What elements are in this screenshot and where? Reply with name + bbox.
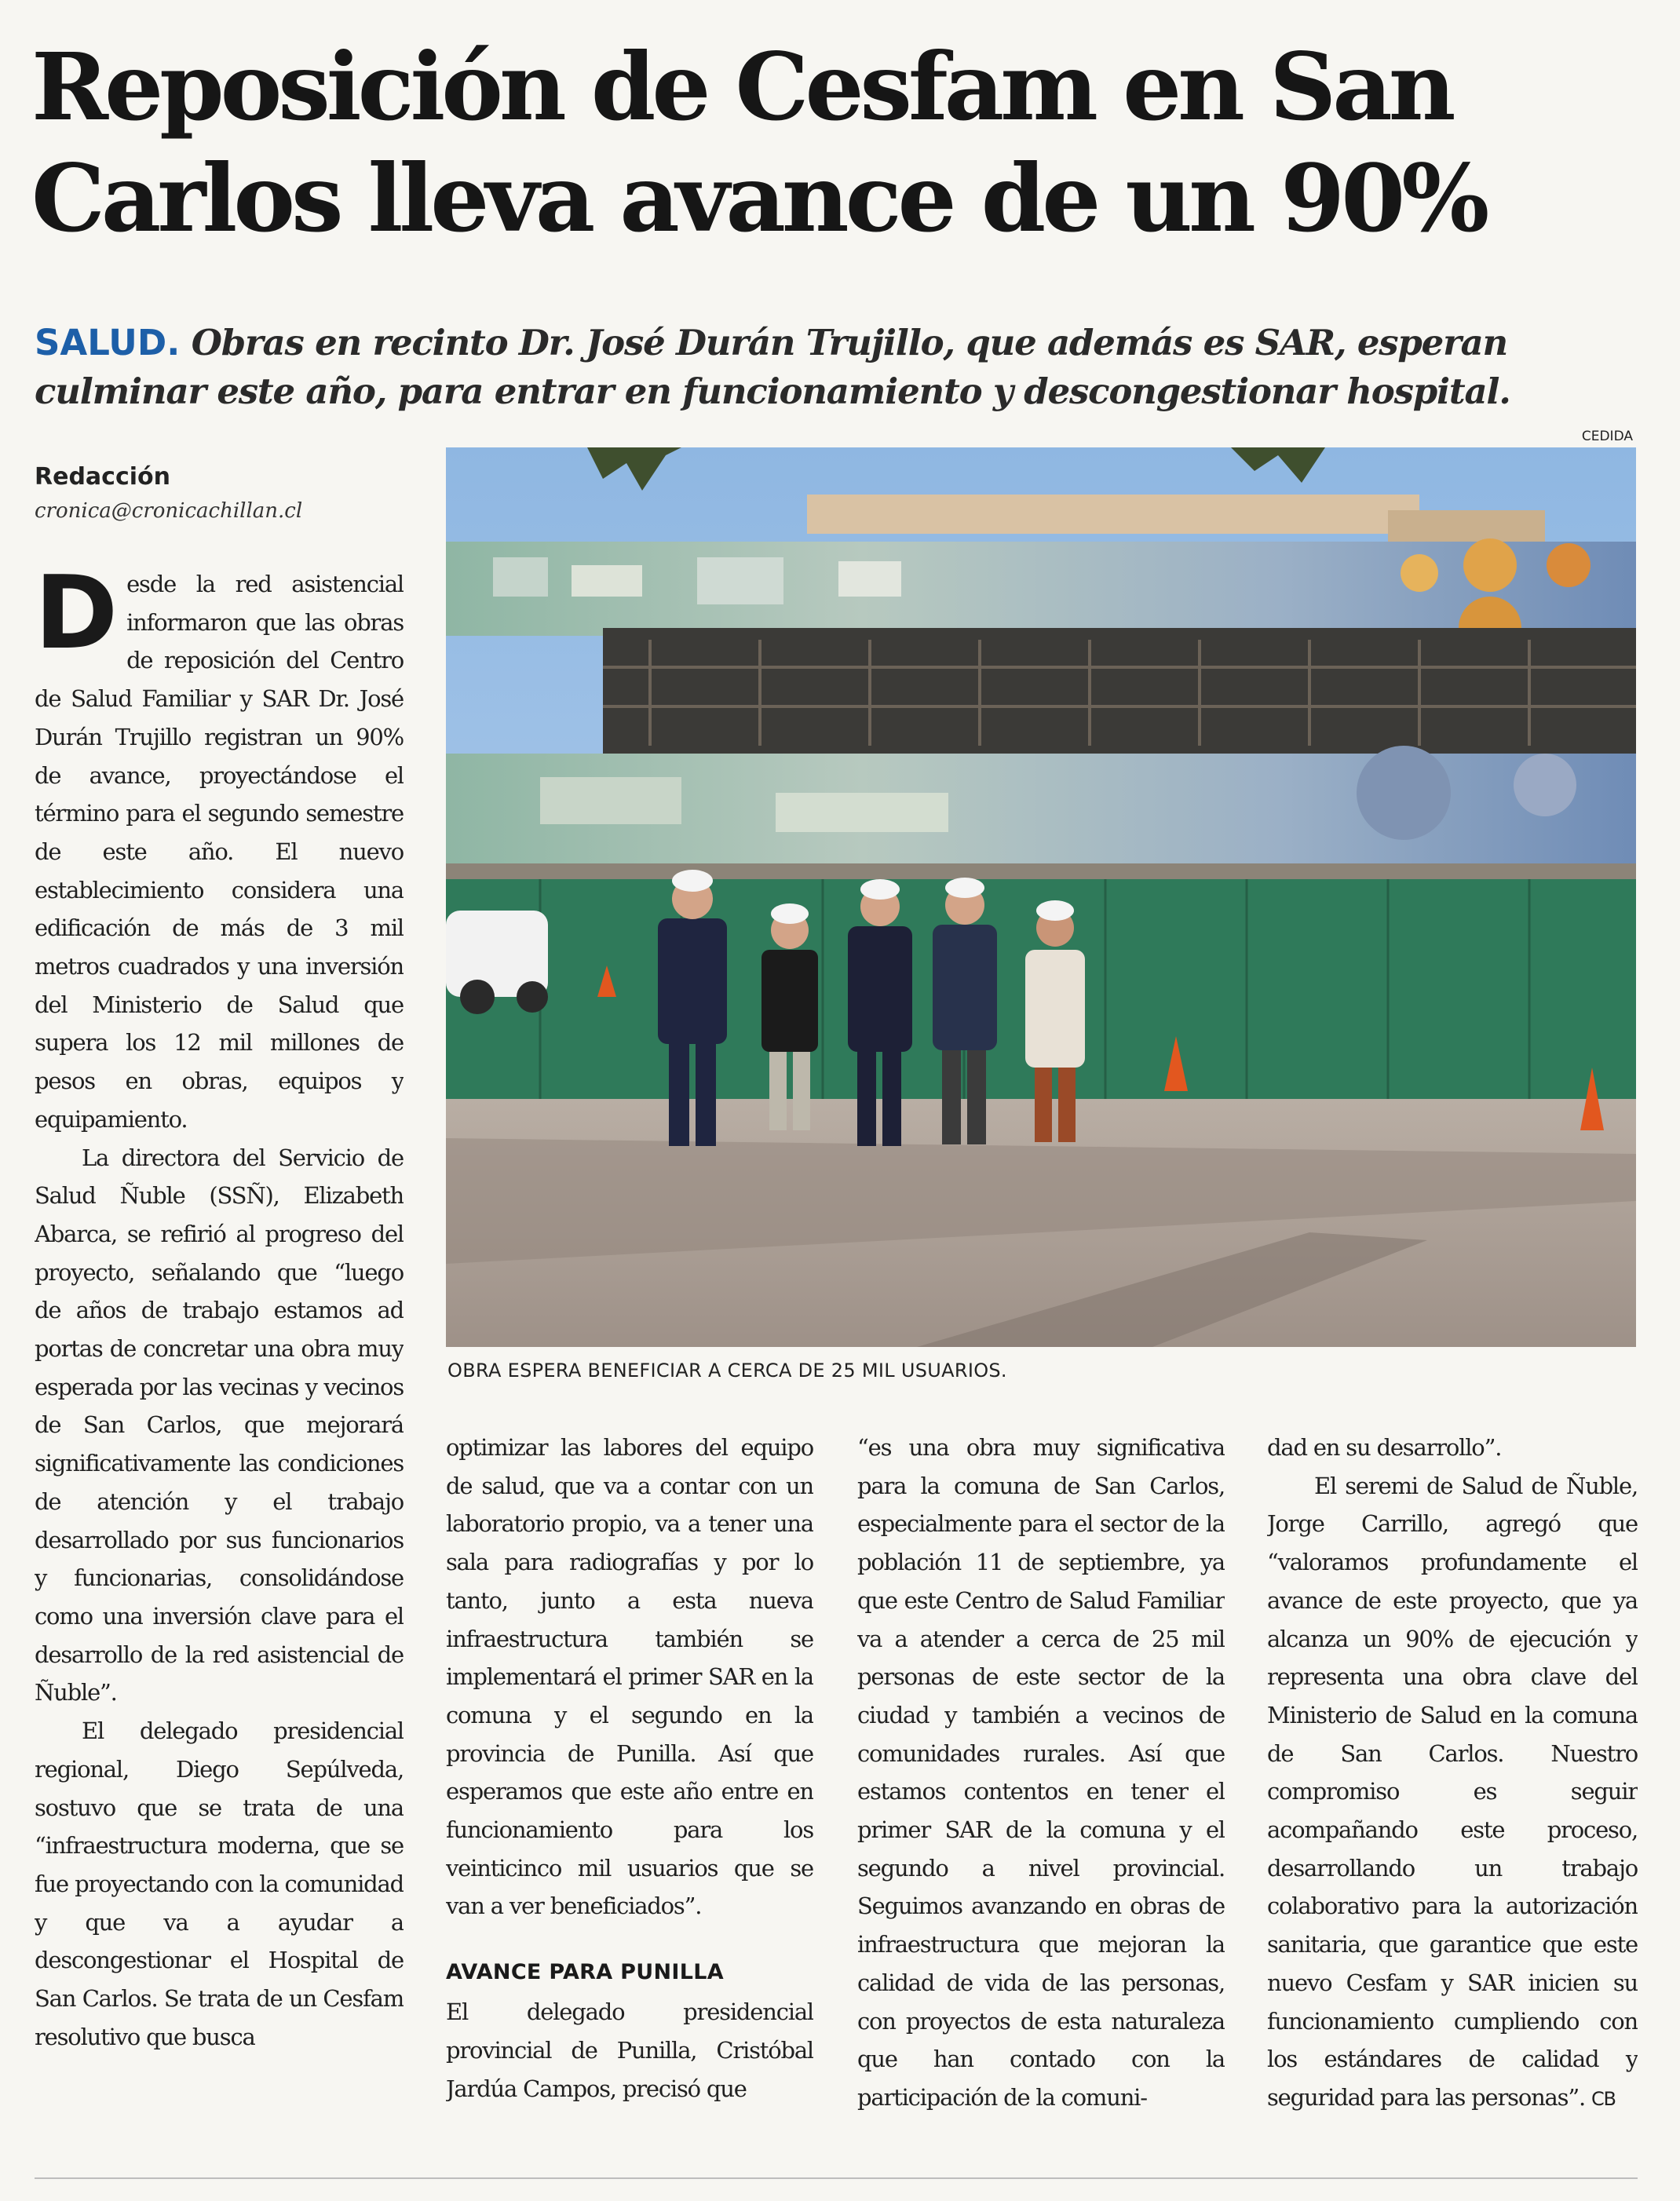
paragraph: El delegado presidencial provincial de Punilla, Cristóbal Jardúa Campos, precisó que [446,1998,813,2102]
photo-credit: CEDIDA [1581,429,1633,444]
column-3 [857,1429,1225,2166]
paragraph: El delegado presidencial regional, Diego Sepúlveda, sostuvo que se trata de una “infraestructura moderna, que se fue proyectando con la comunidad y que va a ayudar a descongestionar el Hospital de San Carlos. Se trata de un Cesfam resolutivo que busca [35,1717,404,2050]
bottom-rule [35,2177,1638,2179]
section-subtitle: AVANCE PARA PUNILLA [446,1960,724,1985]
author-email[interactable]: cronica@cronicachillan.cl [35,499,303,523]
paragraph-text: El seremi de Salud de Ñuble, Jorge Carrillo, agregó que “valoramos profundamente el avance de este proyecto, que ya alcanza un 90% de ejecución y representa una obra clave del Ministerio de Salud en la comuna de San Carlos. Nuestro compromiso es seguir acompañando este proceso, desarrollando un trabajo colaborativo para la autorización sanitaria, que garantice que este nuevo Cesfam y SAR inicien su funcionamiento cumpliendo con los estándares de calidad y seguridad para las personas”. [1267,1472,1638,2111]
paragraph: La directora del Servicio de Salud Ñuble (SSÑ), Elizabeth Abarca, se refirió al progreso del proyecto, señalando que “luego de años de trabajo estamos ad portas de concretar una obra muy esperada por las vecinas y vecinos de San Carlos, que mejorará significativamente las condiciones de atención y el trabajo desarrollado por sus funcionarios y funcionarias, consolidándose como una inversión clave para el desarrollo de la red asistencial de Ñuble”. [35,1144,404,1706]
subhead [35,319,1628,416]
photo-caption: OBRA ESPERA BENEFICIAR A CERCA DE 25 MIL USUARIOS. [447,1360,1007,1382]
drop-cap: D [35,565,118,672]
end-mark: CB [1591,2087,1616,2110]
paragraph: dad en su desarrollo”. [1267,1434,1502,1461]
paragraph [1267,1467,1638,2119]
subhead-text: Obras en recinto Dr. José Durán Trujillo, que además es SAR, esperan culminar este año, para entrar en funcionamiento y descongestionar hospital. [35,322,1510,412]
author: Redacción [35,463,170,491]
paragraph-text: esde la red asistencial informaron que las obras de reposición del Centro de Salud Familiar y SAR Dr. José Durán Trujillo registran un 90% de avance, proyectándose el término para el segundo semestre de este año. El nuevo establecimiento considera una edificación de más de 3 mil metros cuadrados y una inversión del Ministerio de Salud que supera los 12 mil millones de pesos en obras, equipos y equipamiento. [35,571,404,1133]
article-photo [446,447,1636,1347]
section-tag: SALUD. [35,322,181,363]
headline: Reposición de Cesfam en San Carlos lleva avance de un 90% [31,32,1486,253]
column-2 [446,1429,813,2166]
column-1 [35,565,404,2166]
paragraph [35,565,404,1139]
paragraph: “es una obra muy significativa para la comuna de San Carlos, especialmente para el sector de la población 11 de septiembre, ya que este Centro de Salud Familiar va a atender a cerca de 25 mil personas de este sector de la ciudad y también a vecinos de comunidades rurales. Así que estamos contentos en tener el primer SAR de la comuna y el segundo a nivel provincial. Seguimos avanzando en obras de infraestructura que mejoran la calidad de vida de las personas, con proyectos de esta naturaleza que han contado con la participación de la comuni- [857,1434,1225,2111]
column-4 [1267,1429,1638,2166]
paragraph: optimizar las labores del equipo de salud, que va a contar con un laboratorio propio, va a tener una sala para radiografías y por lo tanto, junto a esta nueva infraestructura también se implementará el primer SAR en la comuna y el segundo en la provincia de Punilla. Así que esperamos que este año entre en funcionamiento para los veinticinco mil usuarios que se van a ver beneficiados”. [446,1434,813,1920]
